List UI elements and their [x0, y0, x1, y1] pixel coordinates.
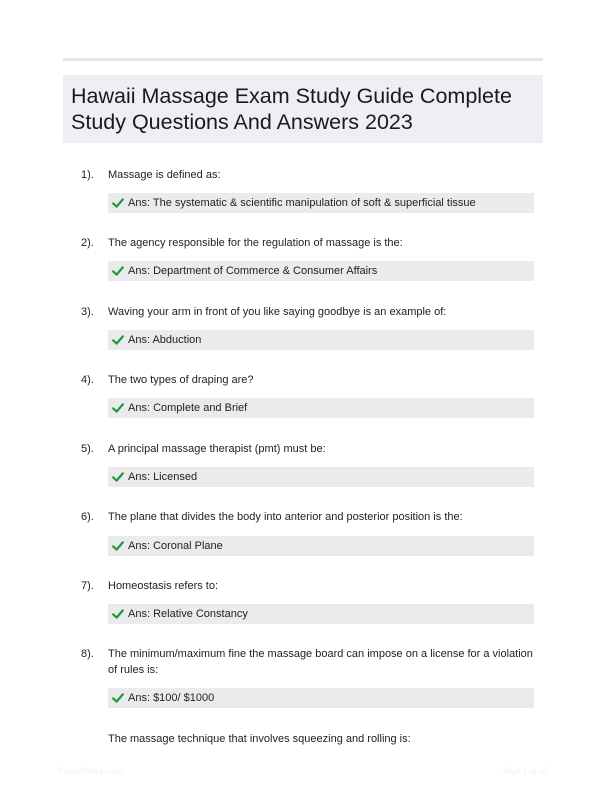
- answer-text: Ans: Coronal Plane: [128, 540, 223, 552]
- answer-text: Ans: The systematic & scientific manipulation of soft & superficial tissue: [128, 197, 476, 209]
- answer-text: Ans: Relative Constancy: [128, 608, 248, 620]
- check-icon: [112, 334, 124, 346]
- answer-box: [108, 467, 534, 487]
- answer-box: [108, 536, 534, 556]
- question-number: 3).: [81, 306, 94, 318]
- question-number: 4).: [81, 374, 94, 386]
- check-icon: [112, 471, 124, 483]
- question-text: Massage is defined as:: [108, 169, 221, 181]
- question-number: 2).: [81, 237, 94, 249]
- question-text: A principal massage therapist (pmt) must be:: [108, 443, 326, 455]
- question-number: 1).: [81, 169, 94, 181]
- answer-text: Ans: Complete and Brief: [128, 402, 248, 414]
- answer-box: [108, 398, 534, 418]
- answer-text: Ans: Department of Commerce & Consumer Affairs: [128, 265, 378, 277]
- check-icon: [112, 197, 124, 209]
- question-text: The massage technique that involves squeezing and rolling is:: [108, 733, 411, 745]
- top-rule: [63, 58, 543, 61]
- answer-box: [108, 261, 534, 281]
- footer-watermark: PaperStore.com: [58, 766, 124, 776]
- answer-text: Ans: Licensed: [128, 471, 198, 483]
- answer-text: Ans: $100/ $1000: [128, 692, 215, 704]
- question-number: 5).: [81, 443, 94, 455]
- check-icon: [112, 265, 124, 277]
- answer-text: Ans: Abduction: [128, 334, 202, 346]
- question-text: Waving your arm in front of you like saying goodbye is an example of:: [108, 306, 447, 318]
- question-text: The plane that divides the body into anterior and posterior position is the:: [108, 511, 463, 523]
- document-title: Hawaii Massage Exam Study Guide Complete Study Questions And Answers 2023: [71, 84, 512, 134]
- question-text: The minimum/maximum fine the massage board can impose on a license for a violation of rules is:: [108, 648, 533, 676]
- question-text: The two types of draping are?: [108, 374, 254, 386]
- question-text: The agency responsible for the regulation of massage is the:: [108, 237, 403, 249]
- question-number: 6).: [81, 511, 94, 523]
- check-icon: [112, 402, 124, 414]
- answer-box: [108, 604, 534, 624]
- answer-box: [108, 330, 534, 350]
- question-number: 7).: [81, 580, 94, 592]
- question-number: 8).: [81, 648, 94, 660]
- page-number: Page 1 of 46: [502, 766, 548, 776]
- answer-box: [108, 193, 534, 213]
- check-icon: [112, 540, 124, 552]
- title-box: [63, 75, 543, 143]
- check-icon: [112, 608, 124, 620]
- answer-box: [108, 688, 534, 708]
- check-icon: [112, 692, 124, 704]
- question-text: Homeostasis refers to:: [108, 580, 219, 592]
